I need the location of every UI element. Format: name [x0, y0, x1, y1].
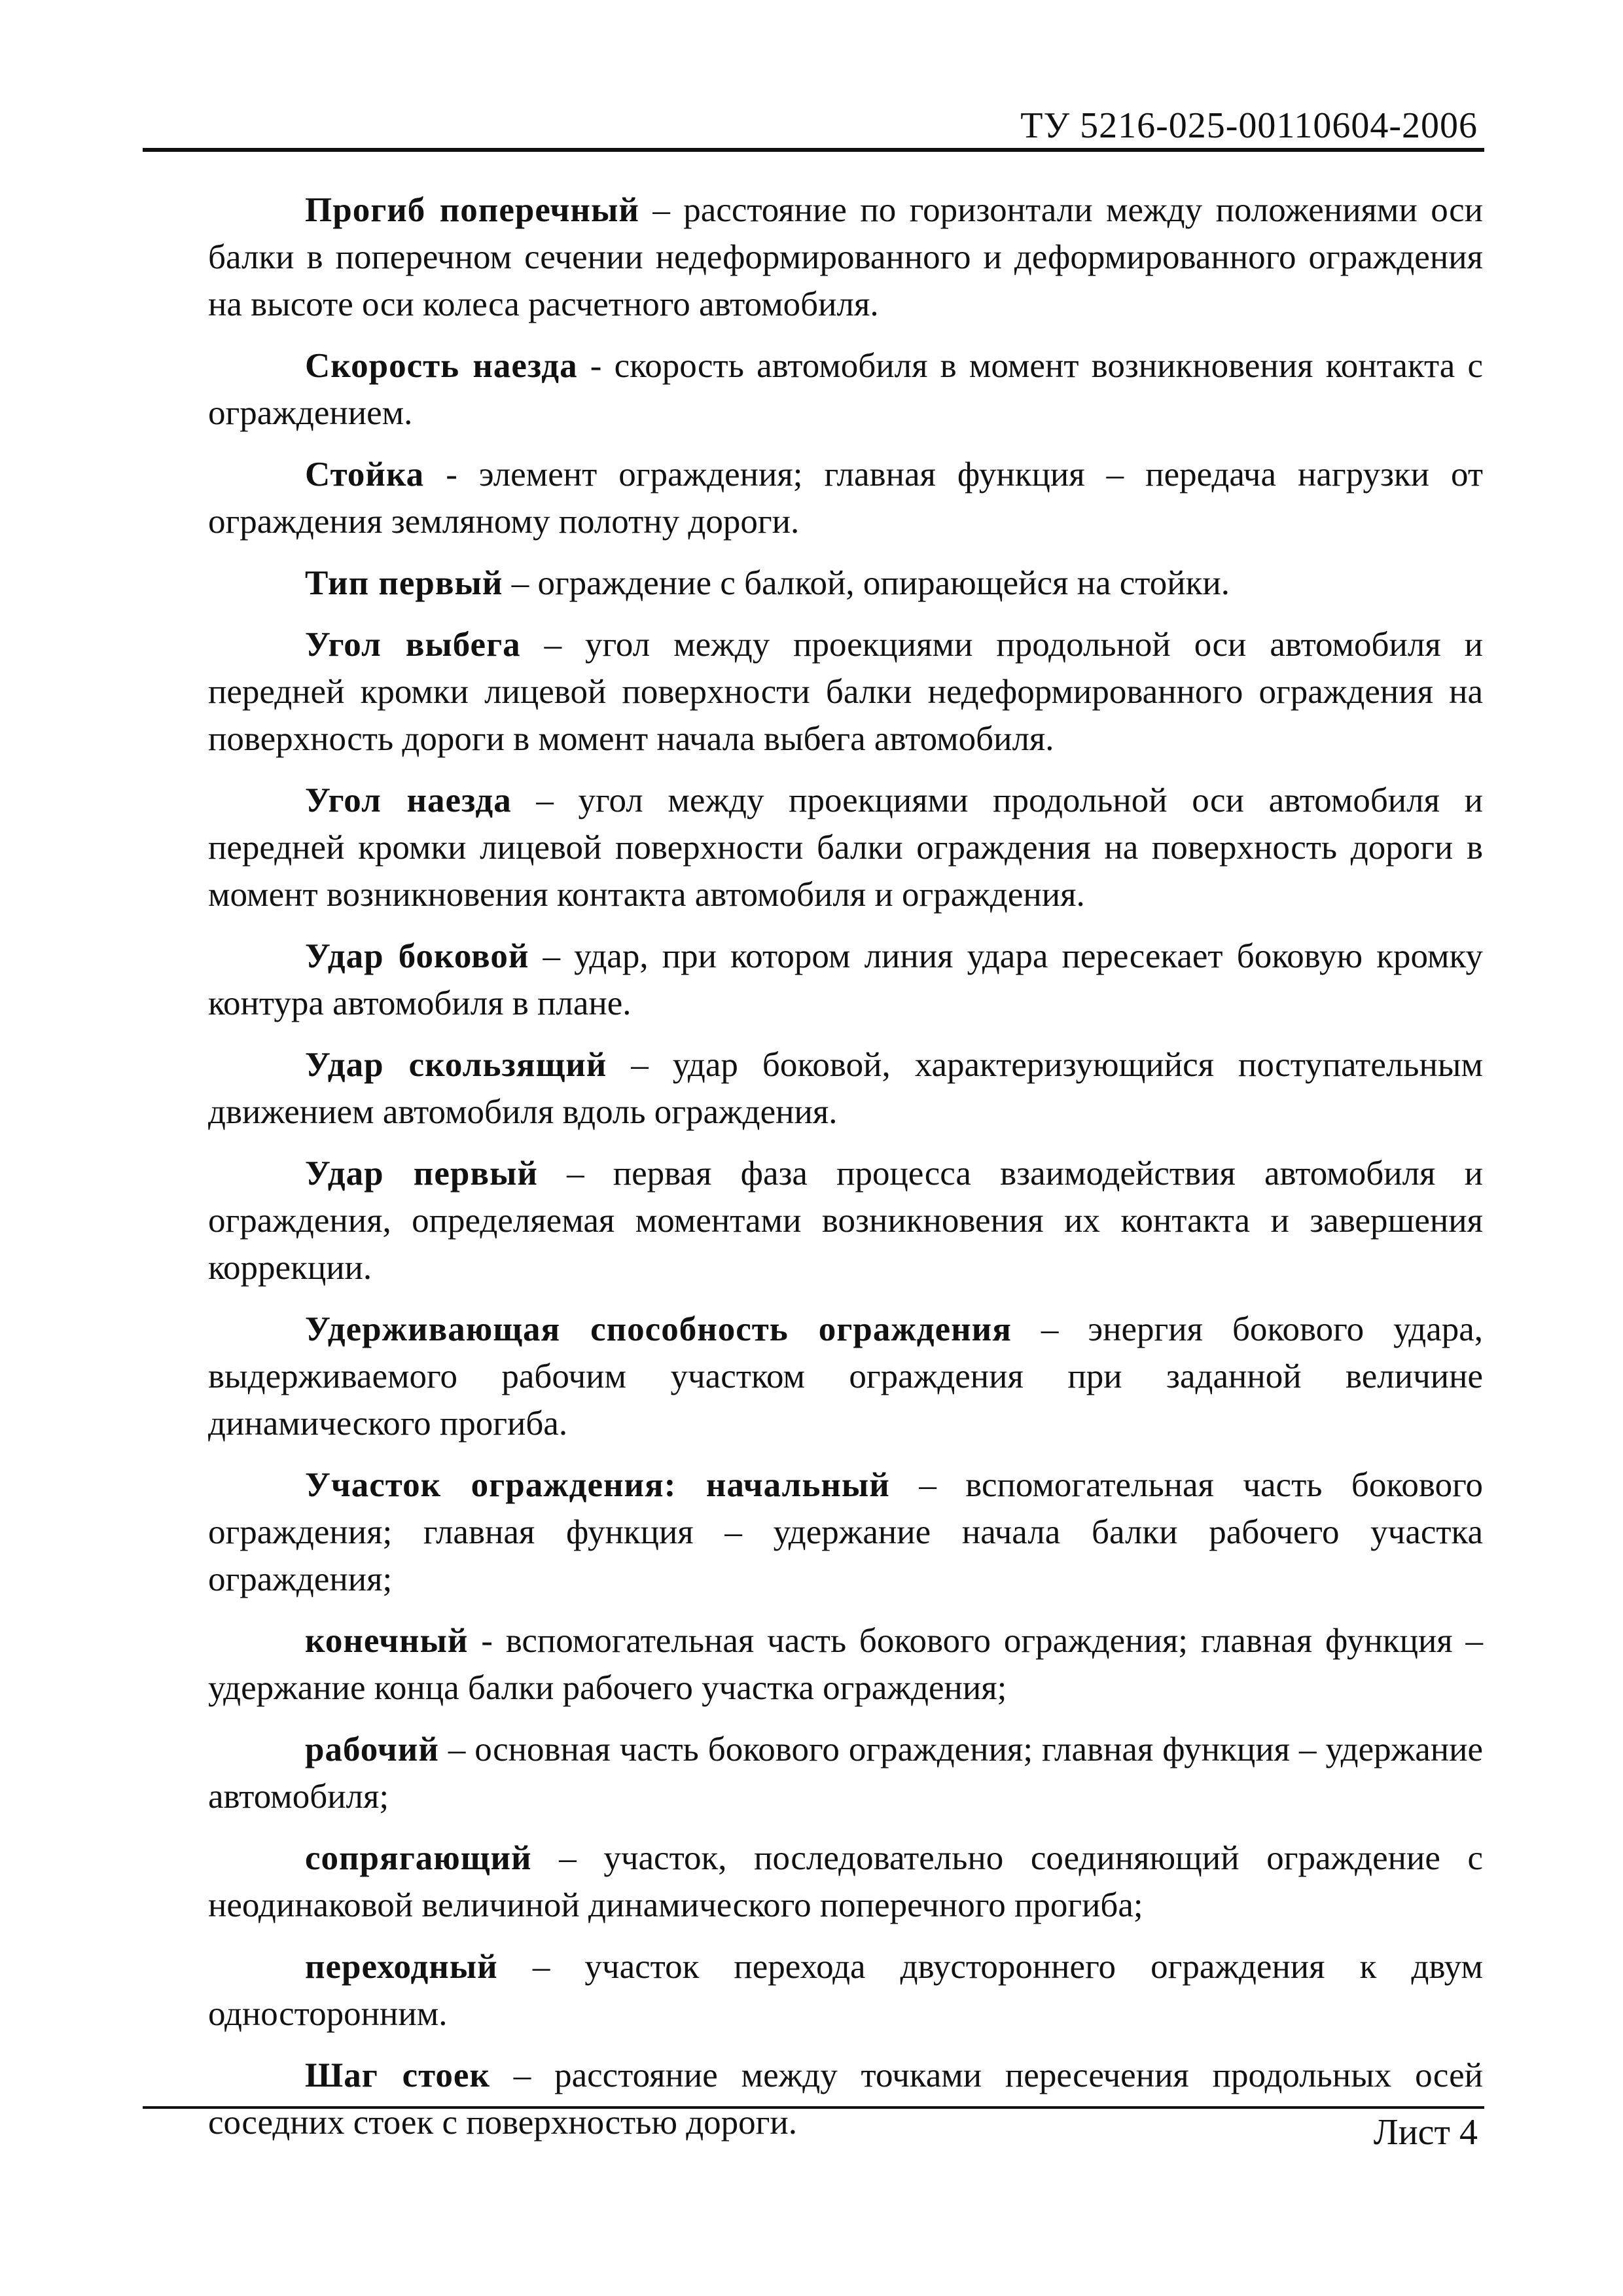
definition-text: – вспомогательная часть бокового ограждения; главная функция – удержание начала балки рабочего участка ограждения; [208, 1466, 1483, 1598]
definition-entry [208, 1041, 1483, 1136]
definition-text: – ограждение с балкой, опирающейся на стойки. [503, 564, 1230, 602]
definition-term: Прогиб поперечный [305, 191, 639, 229]
definition-term: Угол наезда [305, 781, 512, 819]
definition-entry [208, 777, 1483, 918]
definition-text: - элемент ограждения; главная функция – передача нагрузки от ограждения земляному полотну дороги. [208, 456, 1483, 541]
definition-text: – угол между проекциями продольной оси автомобиля и передней кромки лицевой поверхности балки недеформированного ограждения на поверхность дороги в момент начала выбега автомобиля. [208, 626, 1483, 758]
document-code: ТУ 5216-025-00110604-2006 [1020, 105, 1478, 146]
definition-entry [208, 451, 1483, 545]
definition-text: – участок перехода двустороннего ограждения к двум односторонним. [208, 1948, 1483, 2033]
definition-text: – удар, при котором линия удара пересекает боковую кромку контура автомобиля в плане. [208, 937, 1484, 1022]
definition-term: Удерживающая способность ограждения [305, 1310, 1012, 1348]
definition-text: – энергия бокового удара, выдерживаемого рабочим участком ограждения при заданной величине динамического прогиба. [208, 1310, 1483, 1443]
definition-entry [208, 1150, 1483, 1291]
definition-entry [208, 621, 1483, 762]
definition-text: – участок, последовательно соединяющий ограждение с неодинаковой величиной динамического поперечного прогиба; [208, 1839, 1483, 1924]
definition-term: Тип первый [305, 564, 503, 602]
sheet-number: Лист 4 [1373, 2112, 1478, 2153]
definition-entry [208, 1617, 1483, 1712]
footer-rule [143, 2106, 1484, 2109]
definition-entry [208, 560, 1483, 607]
definition-term: Стойка [305, 456, 425, 493]
definition-entry [208, 342, 1483, 437]
definition-entry [208, 1306, 1483, 1447]
definition-term: переходный [305, 1948, 498, 1986]
definition-text: – основная часть бокового ограждения; главная функция – удержание автомобиля; [208, 1731, 1483, 1816]
definition-entry [208, 1835, 1483, 1929]
header-rule [143, 148, 1484, 152]
definition-entry [208, 933, 1483, 1027]
definition-entry [208, 2052, 1483, 2146]
definition-text: - скорость автомобиля в момент возникновения контакта с ограждением. [208, 347, 1484, 432]
definition-term: рабочий [305, 1731, 439, 1768]
definition-term: Удар первый [305, 1155, 538, 1193]
definition-text: – расстояние по горизонтали между положениями оси балки в поперечном сечении недеформированного и деформированного ограждения на высоте оси колеса расчетного автомобиля. [208, 191, 1483, 323]
definition-term: Шаг стоек [305, 2056, 490, 2094]
definition-text: – первая фаза процесса взаимодействия автомобиля и ограждения, определяемая моментами возникновения их контакта и завершения коррекции. [208, 1155, 1483, 1287]
definition-text: - вспомогательная часть бокового ограждения; главная функция – удержание конца балки рабочего участка ограждения; [208, 1622, 1483, 1707]
definition-entry [208, 187, 1483, 328]
definition-text: – угол между проекциями продольной оси автомобиля и передней кромки лицевой поверхности балки ограждения на поверхность дороги в момент возникновения контакта автомобиля и ограждения. [208, 781, 1483, 914]
definition-entry [208, 1726, 1483, 1820]
definition-entry [208, 1943, 1483, 2037]
definition-term: Удар боковой [305, 937, 529, 975]
definition-term: сопрягающий [305, 1839, 532, 1877]
definitions-list [208, 187, 1483, 2161]
definition-term: Угол выбега [305, 626, 521, 664]
definition-entry [208, 1462, 1483, 1603]
definition-term: Участок ограждения: начальный [305, 1466, 890, 1504]
definition-text: – расстояние между точками пересечения продольных осей соседних стоек с поверхностью дороги. [208, 2056, 1483, 2142]
definition-term: Скорость наезда [305, 347, 578, 385]
definition-term: конечный [305, 1622, 469, 1660]
definition-text: – удар боковой, характеризующийся поступательным движением автомобиля вдоль ограждения. [208, 1046, 1483, 1131]
definition-term: Удар скользящий [305, 1046, 607, 1084]
